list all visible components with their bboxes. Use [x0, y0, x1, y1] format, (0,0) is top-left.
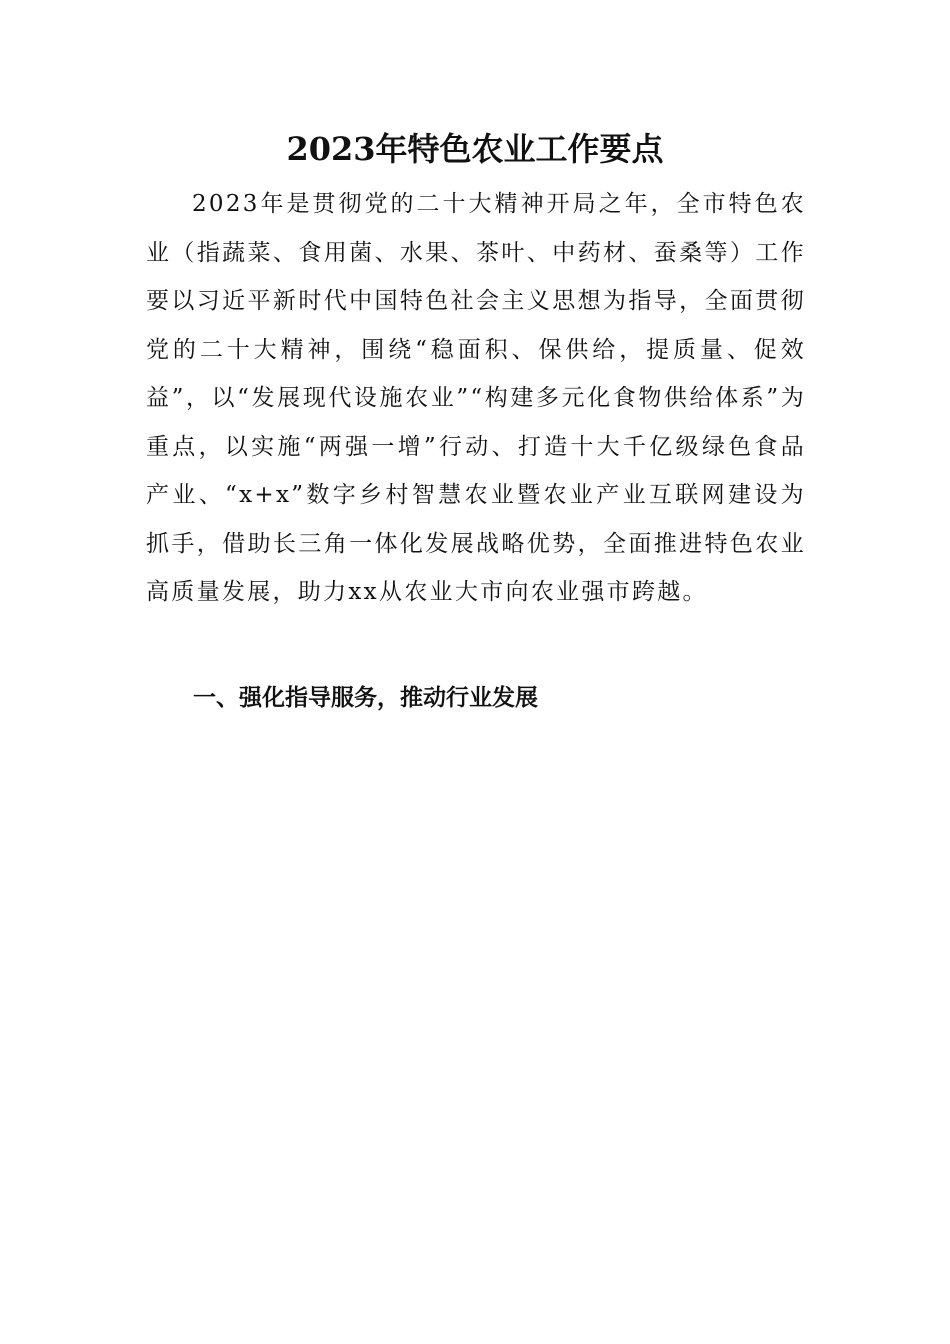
document-title: 2023年特色农业工作要点	[286, 130, 664, 168]
section-heading-1: 一、强化指导服务，推动行业发展	[193, 685, 538, 711]
intro-paragraph: 2023年是贯彻党的二十大精神开局之年，全市特色农业（指蔬菜、食用菌、水果、茶叶、中药材、蚕桑等）工作要以习近平新时代中国特色社会主义思想为指导，全面贯彻党的二十大精神，围绕“稳面积、保供给，提质量、促效益”，以“发展现代设施农业”“构建多元化食物供给体系”为重点，以实施“两强一增”行动、打造十大千亿级绿色食品产业、“x+x”数字乡村智慧农业暨农业产业互联网建设为抓手，借助长三角一体化发展战略优势，全面推进特色农业高质量发展，助力xx从农业大市向农业强市跨越。	[146, 191, 806, 605]
